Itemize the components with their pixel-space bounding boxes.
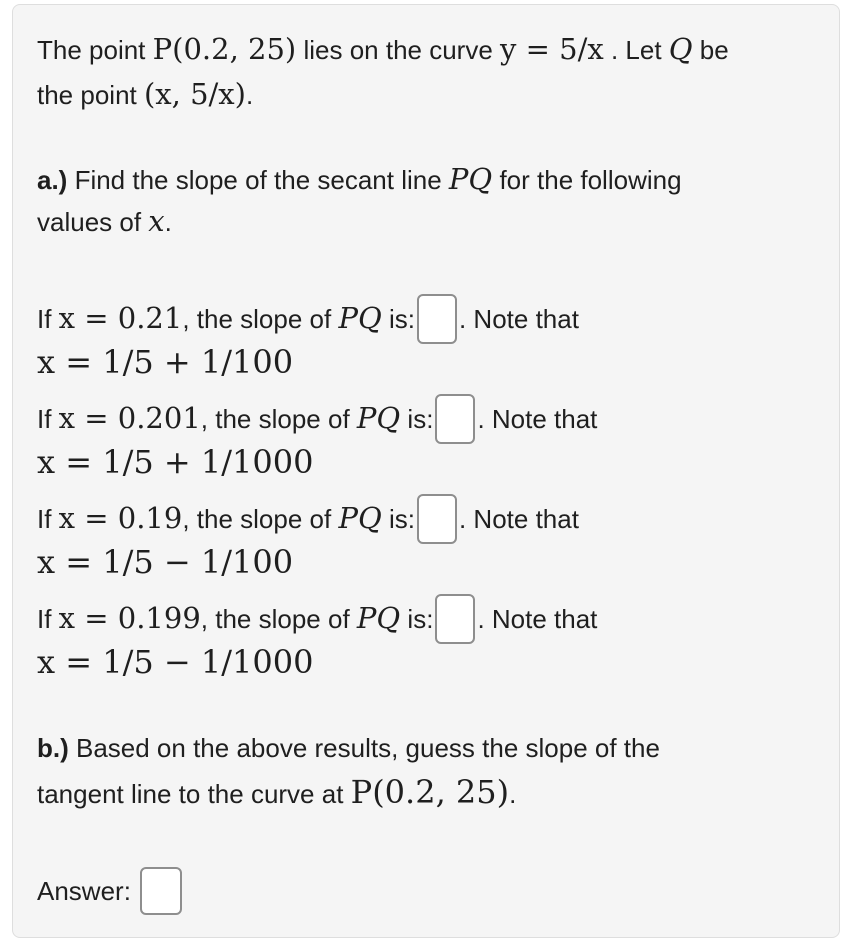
point-q: Q <box>668 32 693 66</box>
x-expression: x = 1/5 + 1/1000 <box>37 443 314 481</box>
part-a-text: values of <box>37 207 149 237</box>
item-text: , the slope of <box>182 303 339 334</box>
point-q-coordinates: (x, 5/x) <box>143 77 246 111</box>
part-a-label: a.) <box>37 165 68 195</box>
item-text: , the slope of <box>200 403 357 434</box>
answer-label: Answer: <box>37 875 131 906</box>
slope-answer-input-2[interactable] <box>435 394 475 444</box>
x-expression: x = 1/5 + 1/100 <box>37 343 294 381</box>
variable-x: x <box>148 204 165 238</box>
tangent-slope-answer-input[interactable] <box>140 867 182 915</box>
item-4-question <box>37 596 597 646</box>
intro-text: . Let <box>603 35 669 65</box>
item-2-question <box>37 396 597 446</box>
part-a-line-2 <box>37 204 172 239</box>
secant-pq: PQ <box>338 500 382 535</box>
intro-text: the point <box>37 80 144 110</box>
item-text: , the slope of <box>200 603 357 634</box>
point-p: P(0.2, 25) <box>152 32 297 66</box>
part-a-text: Find the slope of the secant line <box>67 165 449 195</box>
slope-answer-input-3[interactable] <box>417 494 457 544</box>
item-text: , the slope of <box>182 503 339 534</box>
x-value: x = 0.199 <box>58 600 201 635</box>
intro-line-2 <box>37 77 253 112</box>
x-expression: x = 1/5 − 1/1000 <box>37 643 314 681</box>
item-3-note <box>37 545 293 581</box>
part-b-line-2 <box>37 775 516 811</box>
x-value: x = 0.19 <box>58 500 183 535</box>
item-text: . Note that <box>477 603 598 634</box>
part-b-text: tangent line to the curve at <box>37 779 351 809</box>
secant-pq: PQ <box>356 600 401 635</box>
item-text: If <box>37 603 59 634</box>
curve-equation: y = 5/x <box>500 32 604 66</box>
secant-pq: PQ <box>448 162 493 196</box>
part-b-line-1 <box>37 731 660 765</box>
part-a-text: for the following <box>492 165 682 195</box>
item-text: is: <box>400 403 434 434</box>
answer-row <box>37 869 184 917</box>
x-expression: x = 1/5 − 1/100 <box>37 543 294 581</box>
intro-text: . <box>245 80 254 110</box>
item-text: . Note that <box>458 503 579 534</box>
slope-answer-input-4[interactable] <box>435 594 475 644</box>
part-b-text: . <box>509 779 517 809</box>
intro-text: lies on the curve <box>296 35 501 65</box>
slope-answer-input-1[interactable] <box>417 294 457 344</box>
item-1-question <box>37 296 579 346</box>
item-3-question <box>37 496 579 546</box>
part-a-line-1 <box>37 162 682 197</box>
item-2-note <box>37 445 313 481</box>
part-a-text: . <box>164 207 172 237</box>
item-text: If <box>37 403 59 434</box>
intro-text: be <box>692 35 729 65</box>
item-text: is: <box>381 303 415 334</box>
item-text: If <box>37 303 59 334</box>
item-text: If <box>37 503 59 534</box>
item-text: is: <box>381 503 415 534</box>
secant-pq: PQ <box>356 400 401 435</box>
item-text: is: <box>400 603 434 634</box>
intro-text: The point <box>37 35 153 65</box>
point-p: P(0.2, 25) <box>350 773 510 811</box>
item-text: . Note that <box>458 303 579 334</box>
item-1-note <box>37 345 293 381</box>
x-value: x = 0.201 <box>58 400 201 435</box>
part-b-text: Based on the above results, guess the slope of the <box>68 733 660 763</box>
secant-pq: PQ <box>338 300 382 335</box>
part-b-label: b.) <box>37 733 69 763</box>
x-value: x = 0.21 <box>58 300 183 335</box>
item-text: . Note that <box>477 403 598 434</box>
intro-line-1 <box>37 32 729 67</box>
item-4-note <box>37 645 313 681</box>
